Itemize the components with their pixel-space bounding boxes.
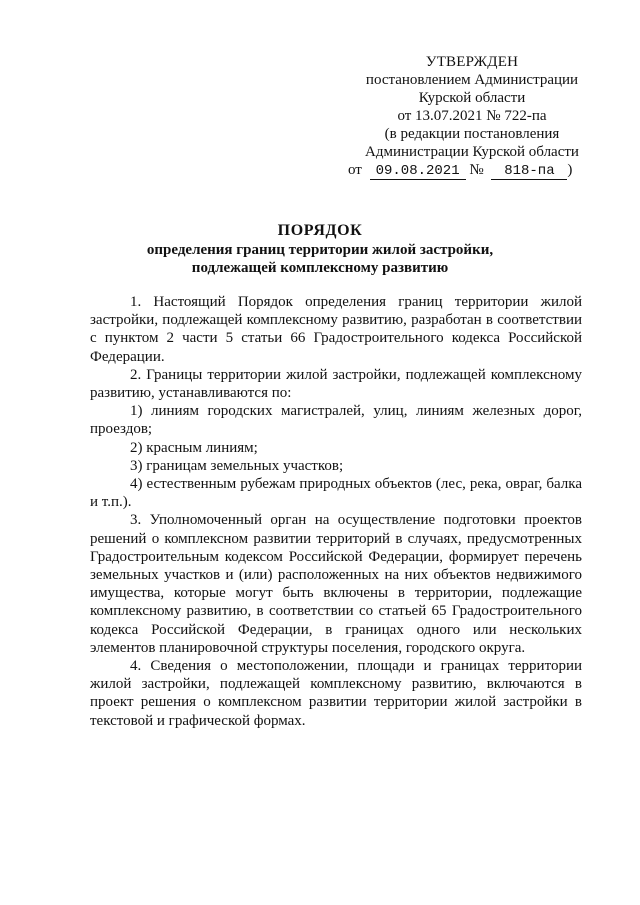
edition-date-prefix: от (348, 162, 362, 178)
list-item-2-red-lines: 2) красным линиям; (130, 439, 258, 456)
approval-line-administration: Администрации Курской области (365, 144, 579, 160)
approval-line-region: Курской области (418, 90, 526, 106)
list-item-1-roads: 1) линиям городских магистралей, улиц, линиям железных дорог, проездов; (90, 403, 582, 438)
approval-title: УТВЕРЖДЕН (425, 54, 519, 70)
paragraph-2-boundaries: 2. Границы территории жилой застройки, подлежащей комплексному развитию, устанавливаются по: (90, 366, 582, 402)
paragraph-4-information: 4. Сведения о местоположении, площади и границах территории жилой застройки, подлежащей комплексному развитию, включаются в проект решения о комплексном развитии территории жилой застройки в текстовой и графической формах. (90, 658, 582, 729)
edition-number-prefix: № (469, 162, 484, 178)
edition-stamp-line (338, 161, 606, 180)
document-body (90, 293, 582, 730)
edition-closing-paren: ) (567, 162, 573, 178)
edition-number-field: 818-па (491, 164, 567, 180)
document-subtitle-line-1: определения границ территории жилой застройки, (146, 242, 494, 258)
paragraph-3-authorized-body: 3. Уполномоченный орган на осуществление подготовки проектов решений о комплексном развитии территорий в случаях, предусмотренных Градостроительным кодексом Российской Федерации, формирует перечень земельных участков и (или) расположенных на них объектов недвижимого имущества, которые могут быть включены в территории, подлежащие комплексному развитию, в соответствии со статьей 65 Градостроительного кодекса Российской Федерации, в границах одного или нескольких элементов планировочной структуры поселения, городского округа. (90, 512, 582, 656)
document-title: ПОРЯДОК (277, 222, 363, 239)
paragraph-1-legal-basis: 1. Настоящий Порядок определения границ территории жилой застройки, подлежащей комплексному развитию, разработан в соответствии с пунктом 2 части 5 статьи 66 Градостроительного кодекса Российской Федерации. (90, 294, 582, 365)
list-item-3-land-plots: 3) границам земельных участков; (130, 457, 344, 474)
edition-date-field: 09.08.2021 (370, 164, 466, 180)
document-subtitle-line-2: подлежащей комплексному развитию (191, 260, 449, 276)
list-item-4-natural-features: 4) естественным рубежам природных объектов (лес, река, овраг, балка и т.п.). (90, 476, 582, 511)
approval-line-edition: (в редакции постановления (384, 126, 560, 142)
approval-block (338, 53, 606, 180)
approval-line-date-number: от 13.07.2021 № 722-па (397, 108, 547, 124)
document-heading (100, 221, 540, 277)
approval-line-decree: постановлением Администрации (365, 72, 579, 88)
